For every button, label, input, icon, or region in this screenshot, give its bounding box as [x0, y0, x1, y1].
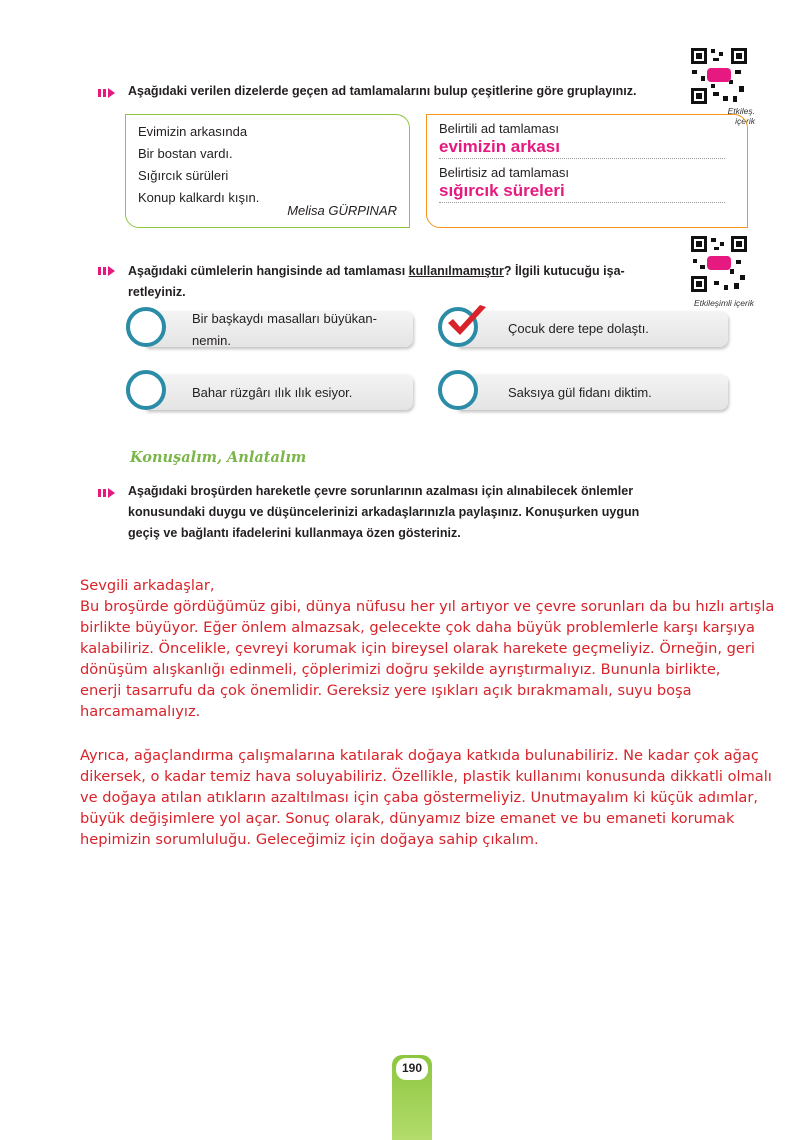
- section-title: Konuşalım, Anlatalım: [130, 449, 307, 466]
- letter-paragraph-2: Ayrıca, ağaçlandırma çalışmalarına katılarak doğaya katkıda bulunabiliriz. Ne kadar çok ağaç dikersek, o kadar temiz hava soluyabiliriz. Özellikle, plastik kullanımı konusunda dikkatli olmalı ve doğaya atılan atıkların azaltılması için çaba göstermeliyiz. Unutmayalım ki küçük adımlar, büyük değişimlere yol açar. Sonuç olarak, dünyamız bize emanet ve bu emaneti korumak hepimizin sorumluluğu. Geleceğimiz için doğaya sahip çıkalım.: [80, 747, 772, 848]
- bullet-arrow-icon: [98, 266, 115, 276]
- section-instruction: Aşağıdaki broşürden hareketle çevre sorunlarının azalması için alınabilecek önlemler konusundaki duygu ve düşüncelerinizi arkadaşlarınızla paylaşınız. Konuşurken uygun geçiş ve bağlantı ifadelerini kullanmaya özen gösteriniz.: [128, 484, 640, 540]
- qr-label: Etkileşimli içerik: [694, 298, 754, 308]
- definite-label: Belirtili ad tamlaması: [439, 121, 559, 136]
- bullet-arrow-icon: [98, 488, 115, 498]
- checkmark-icon: [444, 303, 490, 343]
- underlined-word: kullanılmamıştır: [408, 264, 504, 278]
- option-text: Bahar rüzgârı ılık ılık esiyor.: [192, 385, 353, 400]
- exercise1-instruction: Aşağıdaki verilen dizelerde geçen ad tamlamalarını bulup çeşitlerine göre gruplayınız.: [128, 84, 637, 98]
- indefinite-answer[interactable]: sığırcık süreleri: [439, 181, 725, 203]
- option-text: Saksıya gül fidanı diktim.: [508, 385, 652, 400]
- definite-answer[interactable]: evimizin arkası: [439, 137, 725, 159]
- qr-code-icon[interactable]: [689, 234, 749, 294]
- poem-box: [125, 114, 410, 228]
- poem-line: Bir bostan vardı.: [138, 146, 233, 161]
- checkbox-circle[interactable]: [126, 307, 166, 347]
- checkbox-circle[interactable]: [126, 370, 166, 410]
- page-number: 190: [401, 1061, 423, 1075]
- option-1[interactable]: [126, 307, 413, 351]
- poem-line: Konup kalkardı kışın.: [138, 190, 260, 205]
- answer-box: [426, 114, 748, 228]
- letter-paragraph-1: Sevgili arkadaşlar, Bu broşürde gördüğümüz gibi, dünya nüfusu her yıl artıyor ve çevre sorunları da bu hızlı artışla birlikte büyüyor. Eğer önlem almazsak, gelecekte çok daha büyük problemlerle karşı karşıya kalabiliriz. Öncelikle, çevreyi korumak için bireysel olarak harekete geçmeliyiz. Örneğin, geri dönüşüm alışkanlığı edinmeli, çöplerimizi doğru şekilde ayrıştırmalıyız. Bununla birlikte, enerji tasarrufu da çok önemlidir. Gereksiz yere ışıkları açık bırakmamalı, suyu boşa harcamamalıyız.: [80, 577, 775, 720]
- option-2[interactable]: [438, 307, 728, 351]
- option-text: Bir başkaydı masalları büyükan- nemin.: [192, 311, 377, 348]
- option-3[interactable]: [126, 370, 413, 414]
- qr-label: Etkileş. içerik: [727, 106, 755, 126]
- poem-line: Evimizin arkasında: [138, 124, 248, 139]
- poem-author: Melisa GÜRPINAR: [287, 203, 397, 218]
- option-text: Çocuk dere tepe dolaştı.: [508, 321, 649, 336]
- bullet-arrow-icon: [98, 88, 115, 98]
- option-4[interactable]: [438, 370, 728, 414]
- poem-line: Sığırcık sürüleri: [138, 168, 229, 183]
- indefinite-label: Belirtisiz ad tamlaması: [439, 165, 570, 180]
- qr-code-icon[interactable]: [689, 46, 749, 106]
- checkbox-circle[interactable]: [438, 370, 478, 410]
- exercise2-instruction: Aşağıdaki cümlelerin hangisinde ad tamlaması kullanılmamıştır? İlgili kutucuğu işa- retleyiniz.: [128, 264, 625, 299]
